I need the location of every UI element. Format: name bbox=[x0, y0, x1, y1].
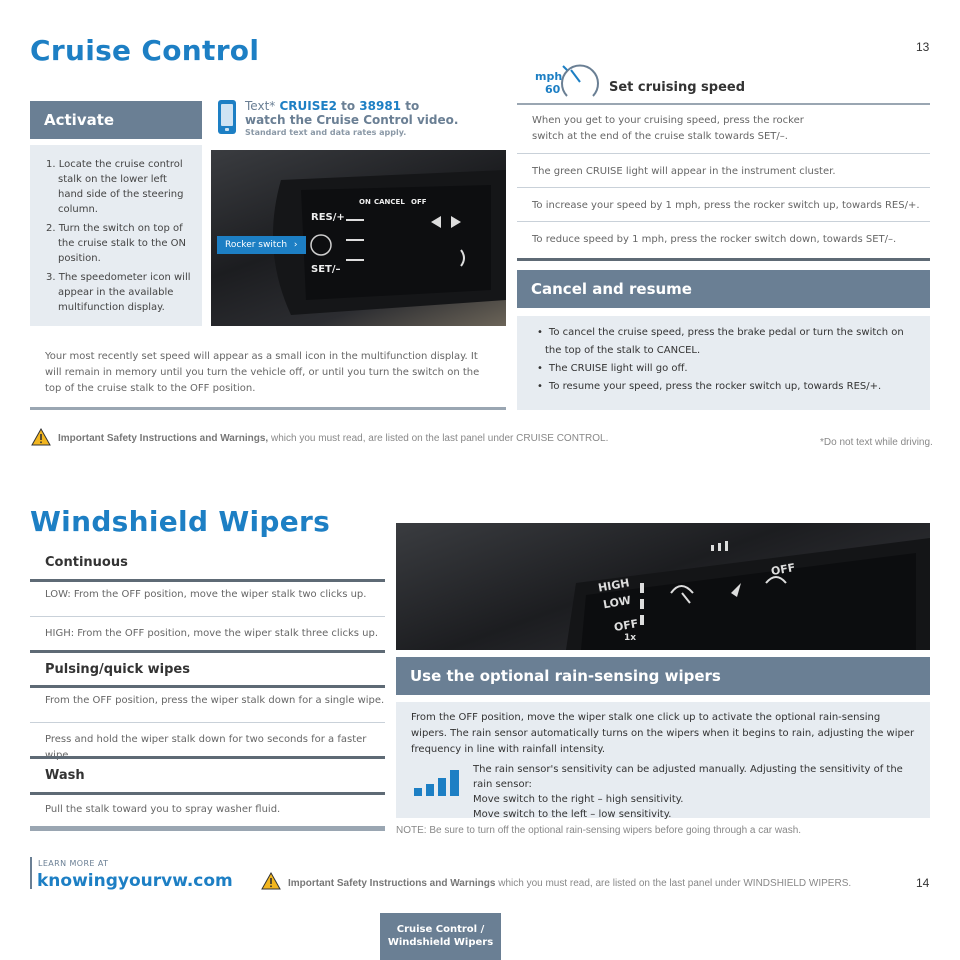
rain-sensitivity-line: The rain sensor's sensitivity can be adjusted manually. Adjusting the sensitivity of the rain sensor: bbox=[473, 764, 903, 790]
section-divider bbox=[30, 407, 506, 410]
pulsing-row bbox=[30, 693, 385, 723]
text-code: CRUISE2 bbox=[279, 99, 337, 113]
cruise-warning-bold: Important Safety Instructions and Warnings, bbox=[58, 433, 269, 444]
speed-icon-60: 60 bbox=[545, 83, 561, 96]
rain-sensing-panel bbox=[396, 702, 930, 818]
footer-rule bbox=[30, 857, 32, 889]
cruise-warning-rest: which you must read, are listed on the last panel under CRUISE CONTROL. bbox=[271, 433, 609, 444]
continuous-row bbox=[30, 587, 385, 617]
stalk-on-label: ON bbox=[359, 198, 371, 206]
speed-icon-mph: mph bbox=[535, 70, 563, 83]
stalk-set-label: SET/– bbox=[311, 264, 341, 275]
cruise-stalk-photo bbox=[211, 150, 506, 326]
step-item: 2. Turn the switch on top of the cruise stalk to the ON position. bbox=[46, 223, 187, 264]
car-wash-note: NOTE: Be sure to turn off the optional rain-sensing wipers before going through a car wash. bbox=[396, 825, 802, 836]
website-link[interactable]: knowingyourvw.com bbox=[37, 871, 233, 891]
wash-heading: Wash bbox=[45, 768, 85, 783]
text-to: to bbox=[341, 99, 356, 113]
set-speed-row bbox=[517, 222, 930, 256]
rain-sensing-body: From the OFF position, move the wiper stalk one click up to activate the optional rain-sensing wipers. The rain sensor automatically turns on the wipers when it begins to rain, adjusting the wiper frequency in line with rainfall intensity. bbox=[411, 712, 915, 755]
set-speed-row bbox=[517, 113, 930, 154]
step-item: 1. Locate the cruise control stalk on the lower left hand side of the steering column. bbox=[46, 159, 184, 215]
cancel-resume-panel bbox=[517, 316, 930, 410]
set-speed-row bbox=[517, 188, 930, 222]
text-prompt-prefix: Text* bbox=[245, 99, 276, 113]
stalk-cancel-label: CANCEL bbox=[374, 198, 405, 206]
activate-heading-label: Activate bbox=[44, 111, 115, 129]
wiper-1x-label: 1x bbox=[624, 633, 637, 643]
set-speed-row bbox=[517, 154, 930, 188]
section-divider bbox=[517, 103, 930, 105]
wiper-warning-bold: Important Safety Instructions and Warnings bbox=[288, 878, 496, 889]
set-speed-heading: Set cruising speed bbox=[609, 80, 746, 95]
rain-sensitivity-text bbox=[473, 762, 923, 822]
page-title: Cruise Control bbox=[30, 34, 260, 67]
set-speed-row-text: To increase your speed by 1 mph, press the rocker switch up, towards RES/+. bbox=[532, 200, 920, 211]
cruise-safety-warning bbox=[58, 433, 608, 444]
text-number: 38981 bbox=[359, 99, 402, 113]
continuous-heading: Continuous bbox=[45, 555, 128, 570]
cancel-bullet: • The CRUISE light will go off. bbox=[531, 360, 920, 378]
rain-sensing-heading bbox=[396, 657, 930, 695]
wiper-stalk-photo bbox=[396, 523, 930, 650]
cancel-resume-heading bbox=[517, 270, 930, 308]
wiper-low-label: LOW bbox=[602, 593, 633, 612]
wipers-title: Windshield Wipers bbox=[30, 505, 331, 538]
section-tab-line: Windshield Wipers bbox=[387, 937, 494, 948]
cancel-bullet: • To cancel the cruise speed, press the brake pedal or turn the switch on the top of the stalk to CANCEL. bbox=[531, 324, 920, 360]
wiper-stalk-illustration bbox=[396, 523, 930, 650]
activate-heading bbox=[30, 101, 202, 139]
no-text-note: *Do not text while driving. bbox=[820, 437, 933, 448]
wiper-warning-rest: which you must read, are listed on the last panel under WINDSHIELD WIPERS. bbox=[498, 878, 852, 889]
rain-sensitivity-icon bbox=[414, 768, 464, 796]
wiper-safety-warning bbox=[288, 878, 851, 889]
section-divider bbox=[30, 792, 385, 795]
text-prompt bbox=[245, 99, 458, 127]
section-divider bbox=[30, 826, 385, 831]
section-divider bbox=[30, 579, 385, 582]
cancel-resume-heading-label: Cancel and resume bbox=[531, 280, 692, 298]
activate-steps-panel bbox=[30, 145, 202, 326]
stalk-off-label: OFF bbox=[411, 198, 427, 206]
rain-sensing-heading-label: Use the optional rain-sensing wipers bbox=[410, 667, 721, 685]
set-speed-row-text: The green CRUISE light will appear in the instrument cluster. bbox=[532, 166, 836, 177]
section-tab-line: Cruise Control / bbox=[396, 924, 485, 935]
page-number: 13 bbox=[916, 40, 930, 54]
pulsing-row-text: From the OFF position, press the wiper stalk down for a single wipe. bbox=[45, 695, 385, 706]
step-item: 3. The speedometer icon will appear in the available multifunction display. bbox=[46, 272, 191, 313]
rocker-switch-callout bbox=[217, 236, 306, 254]
rain-sensitivity-line: Move switch to the left – low sensitivity. bbox=[473, 809, 672, 820]
wash-row-text: Pull the stalk toward you to spray washer fluid. bbox=[45, 804, 281, 815]
wiper-high-label: HIGH bbox=[597, 576, 631, 595]
warning-icon bbox=[261, 872, 281, 890]
section-tab[interactable] bbox=[380, 913, 501, 960]
text-to2: to bbox=[405, 99, 420, 113]
section-divider bbox=[30, 685, 385, 688]
stalk-res-label: RES/+ bbox=[311, 212, 345, 223]
set-speed-row-text: To reduce speed by 1 mph, press the rocker switch down, towards SET/–. bbox=[532, 234, 897, 245]
pulsing-heading: Pulsing/quick wipes bbox=[45, 662, 190, 677]
warning-icon bbox=[31, 428, 51, 446]
wiper-off-label: OFF bbox=[613, 616, 640, 635]
memory-note: Your most recently set speed will appear as a small icon in the multifunction display. It will remain in memory until you turn the vehicle off, or until you turn the switch on the top of the cruise stalk to the OFF position. bbox=[45, 351, 480, 394]
rain-sensitivity-line: Move switch to the right – high sensitivity. bbox=[473, 794, 684, 805]
text-line2: watch the Cruise Control video. bbox=[245, 113, 459, 127]
wiper-rear-off-label: OFF bbox=[770, 560, 797, 579]
continuous-row bbox=[30, 622, 385, 648]
speedometer-icon bbox=[527, 60, 602, 102]
continuous-row-text: LOW: From the OFF position, move the wiper stalk two clicks up. bbox=[45, 589, 367, 600]
learn-more-label: LEARN MORE AT bbox=[38, 859, 109, 868]
wash-row bbox=[30, 800, 385, 822]
set-speed-row-text: When you get to your cruising speed, press the rocker switch at the end of the cruise stalk towards SET/–. bbox=[532, 115, 804, 142]
pulsing-row-text: Press and hold the wiper stalk down for two seconds for a faster bbox=[45, 734, 367, 745]
rocker-switch-label: Rocker switch bbox=[225, 240, 288, 250]
continuous-row-text: HIGH: From the OFF position, move the wiper stalk three clicks up. bbox=[45, 628, 379, 639]
phone-icon bbox=[218, 100, 236, 134]
chevron-right-icon: › bbox=[293, 240, 298, 250]
section-divider bbox=[30, 756, 385, 759]
text-rates: Standard text and data rates apply. bbox=[245, 128, 407, 137]
section-divider bbox=[517, 258, 930, 261]
cancel-bullet: • To resume your speed, press the rocker switch up, towards RES/+. bbox=[531, 378, 920, 396]
page-number-bottom: 14 bbox=[916, 876, 930, 890]
section-divider bbox=[30, 650, 385, 653]
pulsing-row bbox=[30, 728, 385, 754]
